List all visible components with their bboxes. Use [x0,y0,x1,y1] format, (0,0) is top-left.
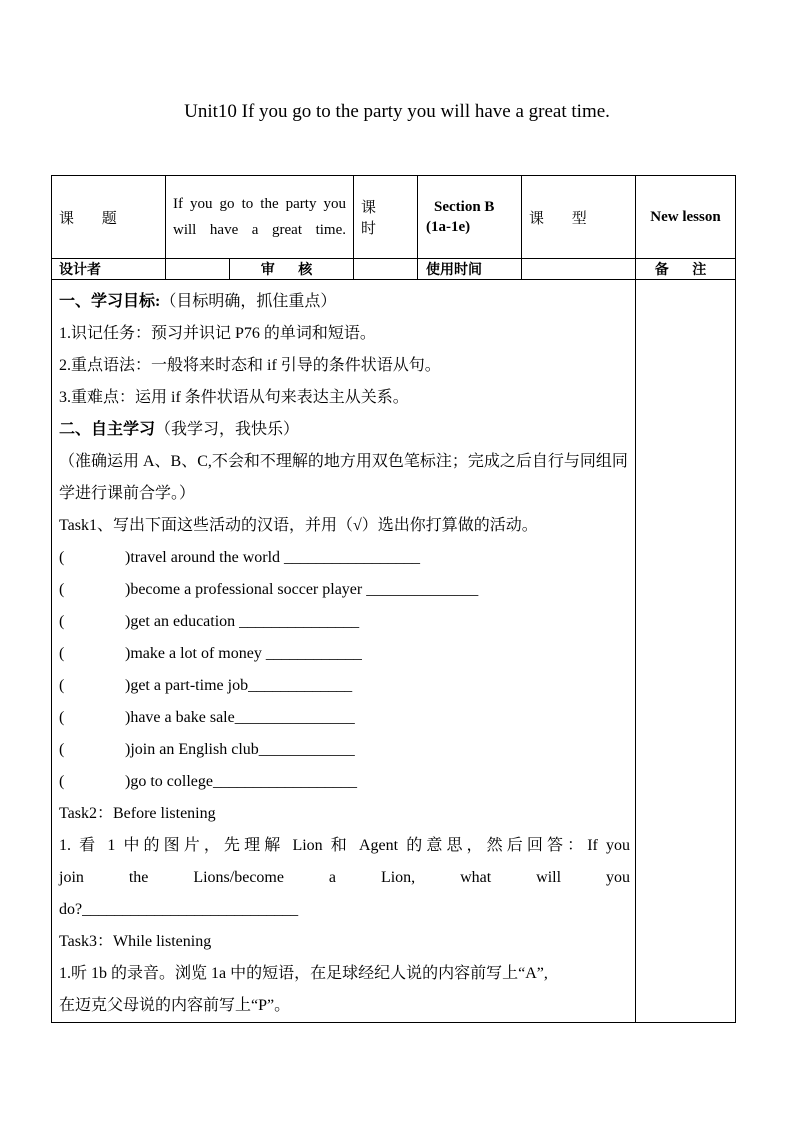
activity-item[interactable]: ( )get an education _______________ [59,613,360,630]
lesson-table [51,175,736,1023]
kexing-label: 课 型 [522,176,636,259]
keshi-value [418,176,522,259]
use-time-value[interactable] [522,259,636,280]
instruction: （准确运用 A、B、C,不会和不理解的地方用双色笔标注；完成之后自行与同组同学进行课前合学。） [59,453,628,502]
activity-item[interactable]: ( )make a lot of money ____________ [59,645,362,662]
activity-item[interactable]: ( )join an English club____________ [59,741,355,758]
activity-item[interactable]: ( )get a part-time job_____________ [59,677,353,694]
keshi-label: 课 时 [354,176,418,259]
task3-heading: Task3：While listening [59,933,212,950]
designer-value[interactable] [166,259,230,280]
designer-label: 设计者 [52,259,166,280]
task2-answer-line[interactable]: do?___________________________ [59,901,299,918]
activity-item[interactable]: ( )go to college__________________ [59,773,357,790]
content-cell [52,280,636,1023]
task1-heading: Task1、写出下面这些活动的汉语，并用（√）选出你打算做的活动。 [59,517,538,534]
task2-question-line1: 1. 看 1 中的图片，先理解 Lion 和 Agent 的意思，然后回答：If you [59,837,630,854]
goal-2: 2.重点语法：一般将来时态和 if 引导的条件状语从句。 [59,357,441,374]
kexing-value: New lesson [636,176,736,259]
task2-heading: Task2：Before listening [59,805,216,822]
section-1-heading [59,286,630,318]
section-2-heading [59,414,630,446]
activity-item[interactable]: ( )have a bake sale_______________ [59,709,355,726]
remarks-column[interactable] [636,280,736,1023]
sec2-title: 二、自主学习 [59,421,156,438]
task2-question-line2: join the Lions/become a Lion, what will you [59,869,630,886]
activity-item[interactable]: ( )travel around the world _________________ [59,549,421,566]
range-line: (1a-1e) [426,219,471,235]
sec1-title: 一、学习目标: [59,293,161,310]
keti-label: 课 题 [52,176,166,259]
page-title: Unit10 If you go to the party you will have a great time. [184,101,610,122]
task3-line2: 在迈克父母说的内容前写上“P”。 [59,997,291,1014]
keti-value: If you go to the party you will have a great time. [166,176,354,259]
remarks-label: 备 注 [636,259,736,280]
sec1-sub: （目标明确，抓住重点） [160,293,337,310]
task3-line1: 1.听 1b 的录音。浏览 1a 中的短语，在足球经纪人说的内容前写上“A”, [59,965,548,982]
activity-item[interactable]: ( )become a professional soccer player ______________ [59,581,479,598]
reviewer-label: 审 核 [230,259,354,280]
section-line: Section B [434,199,495,215]
use-time-label: 使用时间 [418,259,522,280]
goal-3: 3.重难点：运用 if 条件状语从句来表达主从关系。 [59,389,409,406]
reviewer-value[interactable] [354,259,418,280]
goal-1: 1.识记任务：预习并识记 P76 的单词和短语。 [59,325,376,342]
sec2-sub: （我学习，我快乐） [155,421,300,438]
